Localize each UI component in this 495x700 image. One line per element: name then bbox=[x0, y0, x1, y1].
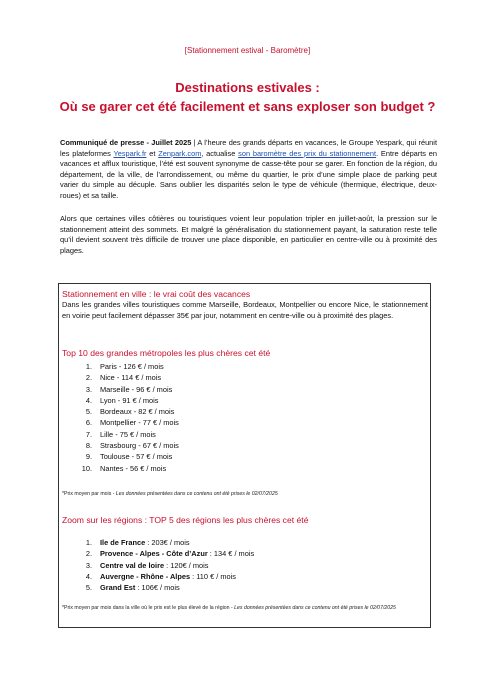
region-name: Ile de France bbox=[100, 538, 146, 547]
list-number: 1. bbox=[85, 362, 92, 371]
city-list-item bbox=[78, 361, 179, 372]
list-number: 8. bbox=[85, 441, 92, 451]
list-number: 10. bbox=[81, 463, 92, 473]
list-number: 9. bbox=[85, 452, 92, 462]
region-footnote: *Prix moyen par mois dans la ville où le prix est le plus élevé de la région - Les données présentées dans ce contenu ont été prises le 02/07/2025 bbox=[62, 605, 396, 611]
top10-heading: Top 10 des grandes métropoles les plus chères cet été bbox=[62, 348, 271, 358]
page-subtitle: Où se garer cet été facilement et sans exploser son budget ? bbox=[59, 99, 436, 114]
city-list-item bbox=[78, 429, 179, 440]
city-list-item bbox=[78, 440, 179, 451]
region-price: : 110 € / mois bbox=[190, 571, 236, 581]
city-footnote: *Prix moyen par mois - Les données présentées dans ce contenu ont été prises le 02/07/2025 bbox=[62, 491, 278, 497]
city-price-text: Paris - 126 € / mois bbox=[100, 362, 164, 371]
intro-text-4: . Entre départs en vacances et afflux touristique, l’été est souvent synonyme de casse-tête pour se garer. En fonction de la région, du département, de la ville, de l’arrondissement, ou même du quartier, le prix d’une simple place de parking peut varier du simple au décuple. Sans oublier les disparités selon le type de véhicule (thermique, électrique, deux-roues) et sa taille. bbox=[60, 148, 437, 200]
region-price: : 134 € / mois bbox=[207, 549, 255, 559]
city-parking-heading: Stationnement en ville : le vrai coût des vacances bbox=[62, 289, 251, 299]
city-list-item bbox=[78, 384, 179, 395]
list-number: 2. bbox=[85, 549, 92, 559]
list-number: 4. bbox=[85, 395, 92, 405]
city-price-text: Strasbourg - 67 € / mois bbox=[100, 441, 179, 451]
yespark-link[interactable]: Yespark.fr bbox=[113, 148, 147, 158]
city-list-item bbox=[78, 417, 179, 428]
region-price: : 203€ / mois bbox=[145, 538, 190, 547]
list-number: 3. bbox=[85, 560, 92, 570]
city-price-text: Bordeaux - 82 € / mois bbox=[100, 407, 175, 417]
top10-cities-list bbox=[78, 361, 179, 474]
region-name: Grand Est bbox=[100, 583, 136, 593]
list-number: 7. bbox=[85, 429, 92, 439]
top5-regions-list bbox=[78, 537, 254, 593]
city-price-text: Montpellier - 77 € / mois bbox=[100, 418, 179, 428]
list-number: 3. bbox=[85, 384, 92, 394]
city-price-text: Lille - 75 € / mois bbox=[100, 429, 156, 439]
city-parking-text: Dans les grandes villes touristiques comme Marseille, Bordeaux, Montpellier ou encore Nice, le stationnement en voirie peut facilement dépasser 35€ par jour, notamment en centre-ville ou à proximité des plages. bbox=[62, 300, 428, 320]
city-price-text: Marseille - 96 € / mois bbox=[100, 384, 173, 394]
context-paragraph: Alors que certaines villes côtières ou touristiques voient leur population tripler en juillet-août, la pression sur le stationnement atteint des sommets. Et malgré la généralisation du stationnement payant, la saturation reste telle qu’il devient souvent très difficile de trouver une place disponible, en particulier en centre-ville ou à proximité des plages. bbox=[60, 214, 437, 255]
city-list-item bbox=[78, 395, 179, 406]
intro-paragraph bbox=[60, 138, 437, 202]
list-number: 4. bbox=[85, 571, 92, 581]
region-list-item bbox=[78, 571, 254, 582]
region-list-item bbox=[78, 582, 254, 593]
region-list-item bbox=[78, 560, 254, 571]
zenpark-link[interactable]: Zenpark.com bbox=[158, 148, 202, 158]
city-list-item bbox=[78, 451, 179, 462]
list-number: 2. bbox=[85, 373, 92, 383]
region-list-item bbox=[78, 548, 254, 559]
barometer-link[interactable]: son baromètre des prix du stationnement bbox=[238, 148, 377, 158]
region-name: Auvergne - Rhône - Alpes bbox=[100, 571, 191, 581]
list-number: 5. bbox=[85, 407, 92, 417]
region-list-item bbox=[78, 537, 254, 548]
intro-text-3: , actualise bbox=[201, 148, 239, 158]
list-number: 1. bbox=[85, 538, 92, 547]
page-title: Destinations estivales : bbox=[175, 80, 320, 95]
city-list-item bbox=[78, 406, 179, 417]
intro-text-2: et bbox=[146, 148, 159, 158]
region-name: Centre val de loire bbox=[100, 560, 165, 570]
region-price: : 106€ / mois bbox=[135, 583, 180, 593]
intro-text-1: | A l’heure des grands départs en vacances, le Groupe Yespark, qui réunit les plateformes bbox=[60, 138, 437, 158]
city-list-item bbox=[78, 463, 179, 474]
region-price: : 120€ / mois bbox=[164, 560, 209, 570]
city-price-text: Nice - 114 € / mois bbox=[100, 373, 162, 383]
city-list-item bbox=[78, 372, 179, 383]
regions-heading: Zoom sur les régions : TOP 5 des régions les plus chères cet été bbox=[62, 515, 309, 525]
city-price-text: Toulouse - 57 € / mois bbox=[100, 452, 173, 462]
press-release-lead: Communiqué de presse - Juillet 2025 bbox=[60, 138, 192, 147]
list-number: 5. bbox=[85, 583, 92, 593]
category-tag: [Stationnement estival - Baromètre] bbox=[184, 46, 311, 55]
region-name: Provence - Alpes - Côte d’Azur bbox=[100, 549, 208, 559]
city-price-text: Lyon - 91 € / mois bbox=[100, 395, 159, 405]
city-price-text: Nantes - 56 € / mois bbox=[100, 463, 167, 473]
list-number: 6. bbox=[85, 418, 92, 428]
